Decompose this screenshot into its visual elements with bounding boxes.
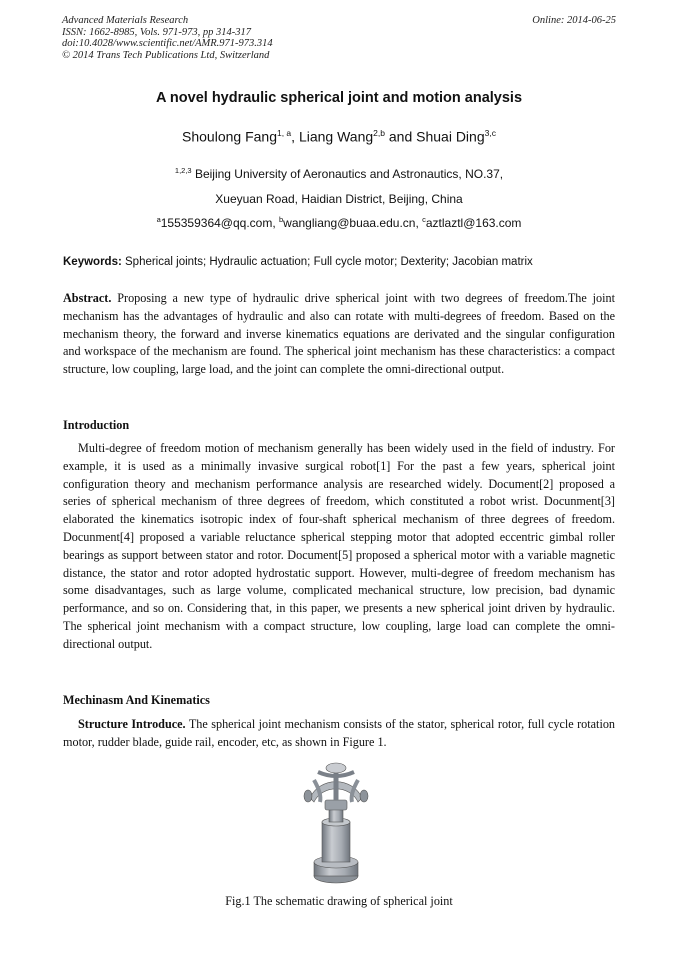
keywords-text: Spherical joints; Hydraulic actuation; Full cycle motor; Dexterity; Jacobian matrix <box>125 256 533 268</box>
journal-copyright: © 2014 Trans Tech Publications Ltd, Switzerland <box>62 49 270 61</box>
email-line <box>0 215 678 230</box>
email-mark: b <box>279 215 284 224</box>
email-mark: a <box>156 215 161 224</box>
affiliation-line-2: Xueyuan Road, Haidian District, Beijing, China <box>215 192 463 206</box>
figure-caption: Fig.1 The schematic drawing of spherical joint <box>225 894 453 908</box>
email-address: 155359364@qq.com, <box>160 216 279 230</box>
author-affiliation-mark: 2,b <box>373 128 385 138</box>
author-affiliation-mark: 1, a <box>276 128 292 138</box>
author-separator: and <box>384 128 417 145</box>
journal-name: Advanced Materials Research <box>62 15 189 26</box>
abstract <box>63 290 615 379</box>
joint-lower-cylinder <box>322 822 350 862</box>
journal-issn: ISSN: 1662-8985, Vols. 971-973, pp 314-317 <box>62 26 251 38</box>
joint-sphere-top <box>326 763 346 773</box>
abstract-label: Abstract. <box>63 291 112 305</box>
author-list <box>0 128 678 145</box>
online-date: Online: 2014-06-25 <box>532 15 616 26</box>
structure-paragraph <box>63 716 615 752</box>
affiliation-text: Beijing University of Aeronautics and Astronautics, NO.37, <box>194 167 504 181</box>
author-name: Liang Wang <box>298 128 374 145</box>
introduction-paragraph: Multi-degree of freedom motion of mechanism generally has been widely used in the field of industry. For example, it is used as a minimally invasive surgical robot[1] For the past a few years, spherical joint configuration theory and mechanism performance analysis are researched widely. Document[2] proposed a series of spherical mechanism of three degrees of freedom, which constituted a robot wrist. Docunment[3] elaborated the kinematics isotropic index of four-shaft spherical mechanism of three degrees of freedom. Docunment[4] proposed a variable reluctance spherical stepping motor that adopted eccentric gimbal roller bearings as support between stator and rotor. Document[5] proposed a spherical motor with a variable magnetic distance, the stator and rotor adopted hydrostatic support. However, multi-degree of freedom mechanism has some disadvantages, such as large volume, complicated mechanical structure, low precision, bad dynamic performance, and so on. Considering that, in this paper, we presents a new spherical joint driven by hydraulic. The spherical joint mechanism with a compact structure, low coupling, large load can complete the omni-directional output. <box>63 441 615 651</box>
email-address: wangliang@buaa.edu.cn, <box>283 216 423 230</box>
structure-text: The spherical joint mechanism consists of the stator, spherical rotor, full cycle rotation motor, rudder blade, guide rail, encoder, etc, as shown in Figure 1. <box>63 717 616 749</box>
structure-subheading: Structure Introduce. <box>78 717 186 731</box>
author-separator: , <box>291 128 299 145</box>
email-address: aztlaztl@163.com <box>425 216 522 230</box>
abstract-text: Proposing a new type of hydraulic drive spherical joint with two degrees of freedom.The joint mechanism has the advantages of hydraulic and also can rotate with multi-degrees of freedom. Based on the mechanism theory, the forward and inverse kinematics equations are derivated and the singular configuration and workspace of the mechanism are found. The spherical joint mechanism has these characteristics: a compact structure, low coupling, large load, and the joint can complete the omni-directional output. <box>63 291 615 377</box>
affiliation-line-1 <box>0 166 678 181</box>
keywords <box>63 256 618 268</box>
joint-motor-housing <box>325 800 347 810</box>
email-mark: c <box>422 215 426 224</box>
spherical-joint-figure <box>296 758 382 888</box>
author-name: Shoulong Fang <box>182 128 277 145</box>
introduction-heading: Introduction <box>63 418 130 432</box>
joint-side-knob <box>304 790 312 802</box>
author-name: Shuai Ding <box>416 128 485 145</box>
journal-header <box>62 15 616 61</box>
journal-doi: doi:10.4028/www.scientific.net/AMR.971-973.314 <box>62 38 273 49</box>
affiliation-mark: 1,2,3 <box>174 166 192 175</box>
author-affiliation-mark: 3,c <box>484 128 496 138</box>
keywords-label: Keywords: <box>63 256 122 268</box>
paper-title: A novel hydraulic spherical joint and motion analysis <box>155 90 523 106</box>
mechanism-heading: Mechinasm And Kinematics <box>63 693 210 707</box>
joint-side-knob <box>360 790 368 802</box>
